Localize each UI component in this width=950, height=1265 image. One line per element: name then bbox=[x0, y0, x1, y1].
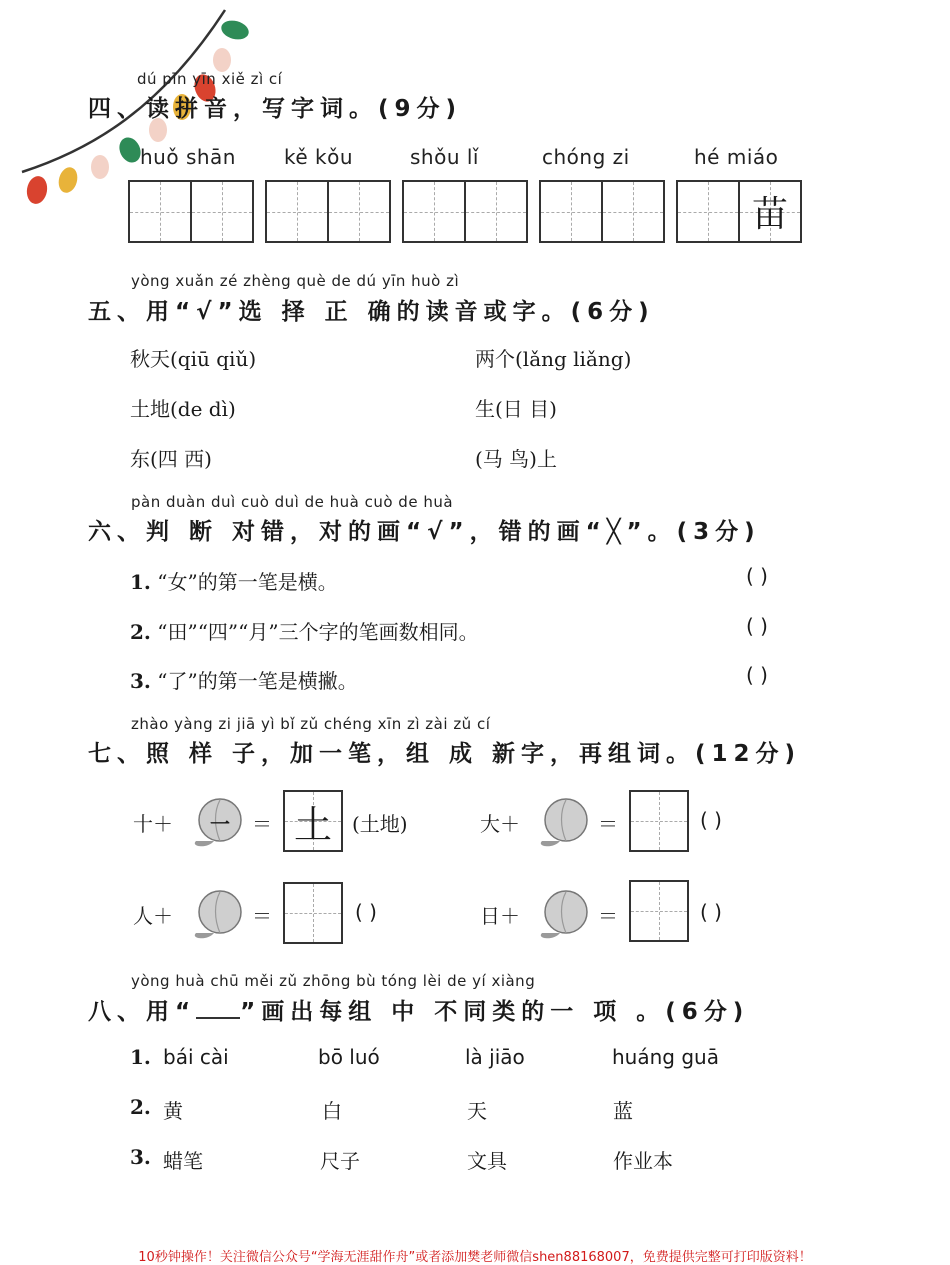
s8-pinyin: yòng huà chū měi zǔ zhōng bù tóng lèi de yí xiàng bbox=[131, 972, 536, 990]
peach-stroke-label: 一 bbox=[210, 811, 230, 836]
s8-item[interactable]: huáng guā bbox=[612, 1045, 719, 1069]
s4-title: 四、读拼音，写字词。(9分) bbox=[88, 96, 463, 122]
s7-pinyin: zhào yàng zi jiā yì bǐ zǔ chéng xīn zì zài zǔ cí bbox=[131, 715, 491, 733]
answer-char-box[interactable] bbox=[283, 882, 343, 944]
s7-item-base: 日＋ bbox=[480, 904, 520, 928]
peach-icon[interactable] bbox=[536, 887, 590, 941]
s5-option[interactable]: (马 鸟)上 bbox=[475, 447, 557, 471]
answer-word-paren[interactable]: ( ) bbox=[700, 900, 722, 924]
s4-word-pinyin-4: chóng zi bbox=[542, 145, 630, 169]
answer-char-box[interactable] bbox=[629, 880, 689, 942]
tzg-box-5[interactable] bbox=[676, 180, 802, 243]
s8-item[interactable]: 作业本 bbox=[613, 1149, 673, 1173]
s6-answer-paren-3[interactable]: ( ) bbox=[746, 663, 768, 687]
s4-word-pinyin-3: shǒu lǐ bbox=[410, 145, 479, 169]
s6-answer-paren-2[interactable]: ( ) bbox=[746, 614, 768, 638]
s8-item[interactable]: 天 bbox=[467, 1099, 487, 1123]
s4-word-pinyin-2: kě kǒu bbox=[284, 145, 354, 169]
filled-character: 苗 bbox=[751, 194, 788, 235]
yellow-leaf-icon bbox=[56, 165, 80, 195]
s8-item[interactable]: 白 bbox=[322, 1099, 342, 1123]
peach-icon bbox=[190, 795, 244, 849]
s8-item[interactable]: 文具 bbox=[467, 1149, 507, 1173]
s5-pinyin: yòng xuǎn zé zhèng què de dú yīn huò zì bbox=[131, 272, 460, 290]
s8-item[interactable]: 蜡笔 bbox=[163, 1149, 203, 1173]
footer-promo: 10秒钟操作！关注微信公众号“学海无涯甜作舟”或者添加樊老师微信shen88168007，免费提供完整可打印版资料！ bbox=[138, 1250, 812, 1265]
s7-item-base: 大＋ bbox=[480, 812, 520, 836]
equals-sign: ＝ bbox=[252, 904, 272, 928]
example-char-box bbox=[283, 790, 343, 852]
s7-item-base: 人＋ bbox=[133, 904, 173, 928]
s6-statement-3: 3. “了”的第一笔是横撇。 bbox=[130, 669, 358, 693]
s5-option[interactable]: 土地(de dì) bbox=[130, 397, 236, 421]
s7-example-base: 十＋ bbox=[133, 812, 173, 836]
s6-pinyin: pàn duàn duì cuò duì de huà cuò de huà bbox=[131, 493, 454, 511]
equals-sign: ＝ bbox=[252, 812, 272, 836]
answer-word-paren[interactable]: ( ) bbox=[700, 808, 722, 832]
s8-item[interactable]: 蓝 bbox=[613, 1099, 633, 1123]
s6-statement-1: 1. “女”的第一笔是横。 bbox=[130, 570, 338, 594]
red-leaf-icon bbox=[25, 174, 50, 205]
s4-word-pinyin-1: huǒ shān bbox=[140, 145, 236, 169]
s5-option[interactable]: 生(日 目) bbox=[475, 397, 557, 421]
s6-answer-paren-1[interactable]: ( ) bbox=[746, 564, 768, 588]
tzg-box-3[interactable] bbox=[402, 180, 528, 243]
s6-statement-2: 2. “田”“四”“月”三个字的笔画数相同。 bbox=[130, 620, 479, 644]
s4-pinyin: dú pīn yīn xiě zì cí bbox=[137, 70, 283, 88]
pink-leaf-icon bbox=[91, 155, 109, 179]
s7-title: 七、照 样 子，加一笔，组 成 新字，再组词。(12分) bbox=[88, 741, 802, 767]
s8-item[interactable]: bái cài bbox=[163, 1045, 229, 1069]
answer-word-paren[interactable]: ( ) bbox=[355, 900, 377, 924]
equals-sign: ＝ bbox=[598, 812, 618, 836]
s5-option[interactable]: 秋天(qiū qiǔ) bbox=[130, 347, 257, 371]
s8-row-num: 3. bbox=[130, 1145, 151, 1169]
s8-title: 八、用“ ”画出每组 中 不同类的一 项 。(6分) bbox=[88, 999, 750, 1025]
example-result-char: 土 bbox=[293, 802, 332, 847]
s8-row-num: 1. bbox=[130, 1045, 151, 1069]
tzg-box-2[interactable] bbox=[265, 180, 391, 243]
s4-word-pinyin-5: hé miáo bbox=[694, 145, 779, 169]
s8-item[interactable]: 尺子 bbox=[320, 1149, 360, 1173]
peach-icon[interactable] bbox=[536, 795, 590, 849]
peach-icon[interactable] bbox=[190, 887, 244, 941]
tzg-box-4[interactable] bbox=[539, 180, 665, 243]
s8-row-num: 2. bbox=[130, 1095, 151, 1119]
underline-sample bbox=[196, 999, 240, 1019]
pink-leaf-icon bbox=[213, 48, 231, 72]
example-word: (土地) bbox=[352, 812, 408, 836]
answer-char-box[interactable] bbox=[629, 790, 689, 852]
s8-item[interactable]: 黄 bbox=[163, 1099, 183, 1123]
s8-item[interactable]: bō luó bbox=[318, 1045, 380, 1069]
tzg-box-1[interactable] bbox=[128, 180, 254, 243]
s5-option[interactable]: 两个(lǎng liǎng) bbox=[475, 347, 632, 371]
green-leaf-icon bbox=[219, 18, 251, 43]
s5-option[interactable]: 东(四 西) bbox=[130, 447, 212, 471]
s5-title: 五、用“√”选 择 正 确的读音或字。(6分) bbox=[88, 299, 655, 325]
s6-title: 六、判 断 对错，对的画“√”，错的画“╳”。(3分) bbox=[88, 519, 761, 545]
s8-item[interactable]: là jiāo bbox=[465, 1045, 525, 1069]
equals-sign: ＝ bbox=[598, 904, 618, 928]
